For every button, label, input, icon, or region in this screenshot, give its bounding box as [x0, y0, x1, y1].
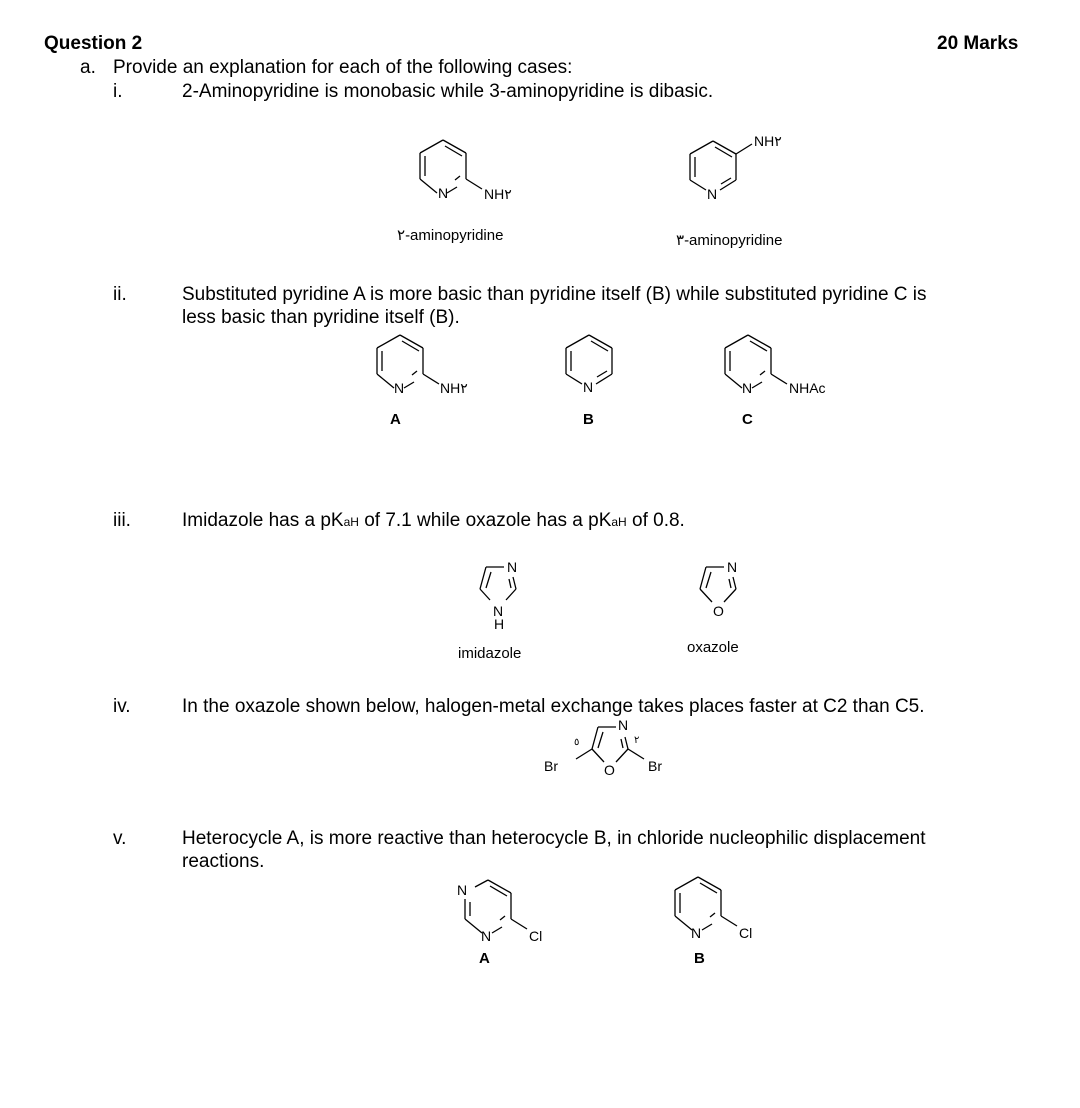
part-a-intro: Provide an explanation for each of the following cases: [113, 57, 573, 78]
atom-n: N [507, 559, 518, 575]
item-v-numeral: v. [113, 828, 127, 849]
atom-n: N [394, 380, 405, 396]
item-i-numeral: i. [113, 81, 123, 102]
atom-o: O [604, 762, 615, 778]
item-i-text: 2-Aminopyridine is monobasic while 3-aminopyridine is dibasic. [182, 81, 714, 102]
structure-v-a [455, 875, 565, 950]
atom-cl: Cl [739, 925, 753, 941]
atom-br-right: Br [648, 758, 662, 774]
atom-nh2: NH٢ [754, 133, 782, 149]
atom-nh2: NH٢ [440, 380, 468, 396]
caption-ii-a: A [390, 411, 401, 428]
atom-n: N [618, 717, 629, 733]
caption-ii-b: B [583, 411, 594, 428]
item-v-text-line1: Heterocycle A, is more reactive than heterocycle B, in chloride nucleophilic displacement [182, 828, 926, 849]
atom-br-left: Br [544, 758, 558, 774]
atom-nh-h: H [494, 616, 505, 632]
structure-dibromooxazole [540, 715, 680, 785]
question-title: Question 2 [44, 33, 143, 54]
item-v-text-line2: reactions. [182, 851, 265, 872]
structure-v-b [665, 872, 775, 947]
atom-o: O [713, 603, 724, 619]
atom-nhac: NHAc [789, 380, 826, 396]
structure-oxazole [690, 555, 760, 635]
atom-n-bottom: N [481, 928, 492, 944]
marks-label: 20 Marks [937, 33, 1019, 54]
atom-nh-n: N [493, 603, 504, 619]
atom-nh2: NH٢ [484, 186, 512, 202]
item-iv-numeral: iv. [113, 696, 131, 717]
atom-n-top: N [457, 882, 468, 898]
atom-n: N [438, 185, 449, 201]
atom-n: N [707, 186, 718, 202]
atom-n: N [727, 559, 738, 575]
item-iii-numeral: iii. [113, 510, 131, 531]
caption-2-aminopyridine: ٢-aminopyridine [397, 227, 504, 244]
structure-ii-a [367, 330, 487, 410]
item-iii-text: Imidazole has a pKaH of 7.1 while oxazole has a pKaH of 0.8. [182, 510, 685, 531]
caption-oxazole: oxazole [687, 639, 739, 656]
atom-n: N [583, 379, 594, 395]
structure-3-aminopyridine [680, 128, 810, 208]
caption-v-b: B [694, 950, 705, 967]
item-ii-text-line2: less basic than pyridine itself (B). [182, 307, 460, 328]
position-2-label: ٢ [634, 735, 640, 746]
caption-v-a: A [479, 950, 490, 967]
caption-ii-c: C [742, 411, 753, 428]
position-5-label: ٥ [574, 737, 580, 748]
atom-cl: Cl [529, 928, 543, 944]
caption-3-aminopyridine: ٣-aminopyridine [676, 232, 783, 249]
item-iv-text: In the oxazole shown below, halogen-metal exchange takes places faster at C2 than C5. [182, 696, 925, 717]
caption-imidazole: imidazole [458, 645, 522, 662]
structure-imidazole [470, 555, 540, 635]
part-a-label: a. [80, 57, 96, 78]
item-ii-text-line1: Substituted pyridine A is more basic than pyridine itself (B) while substituted pyridine C is [182, 284, 927, 305]
structure-2-aminopyridine [410, 135, 530, 215]
structure-ii-b [556, 330, 636, 410]
item-ii-numeral: ii. [113, 284, 127, 305]
atom-n: N [691, 925, 702, 941]
atom-n: N [742, 380, 753, 396]
structure-ii-c [715, 330, 855, 410]
